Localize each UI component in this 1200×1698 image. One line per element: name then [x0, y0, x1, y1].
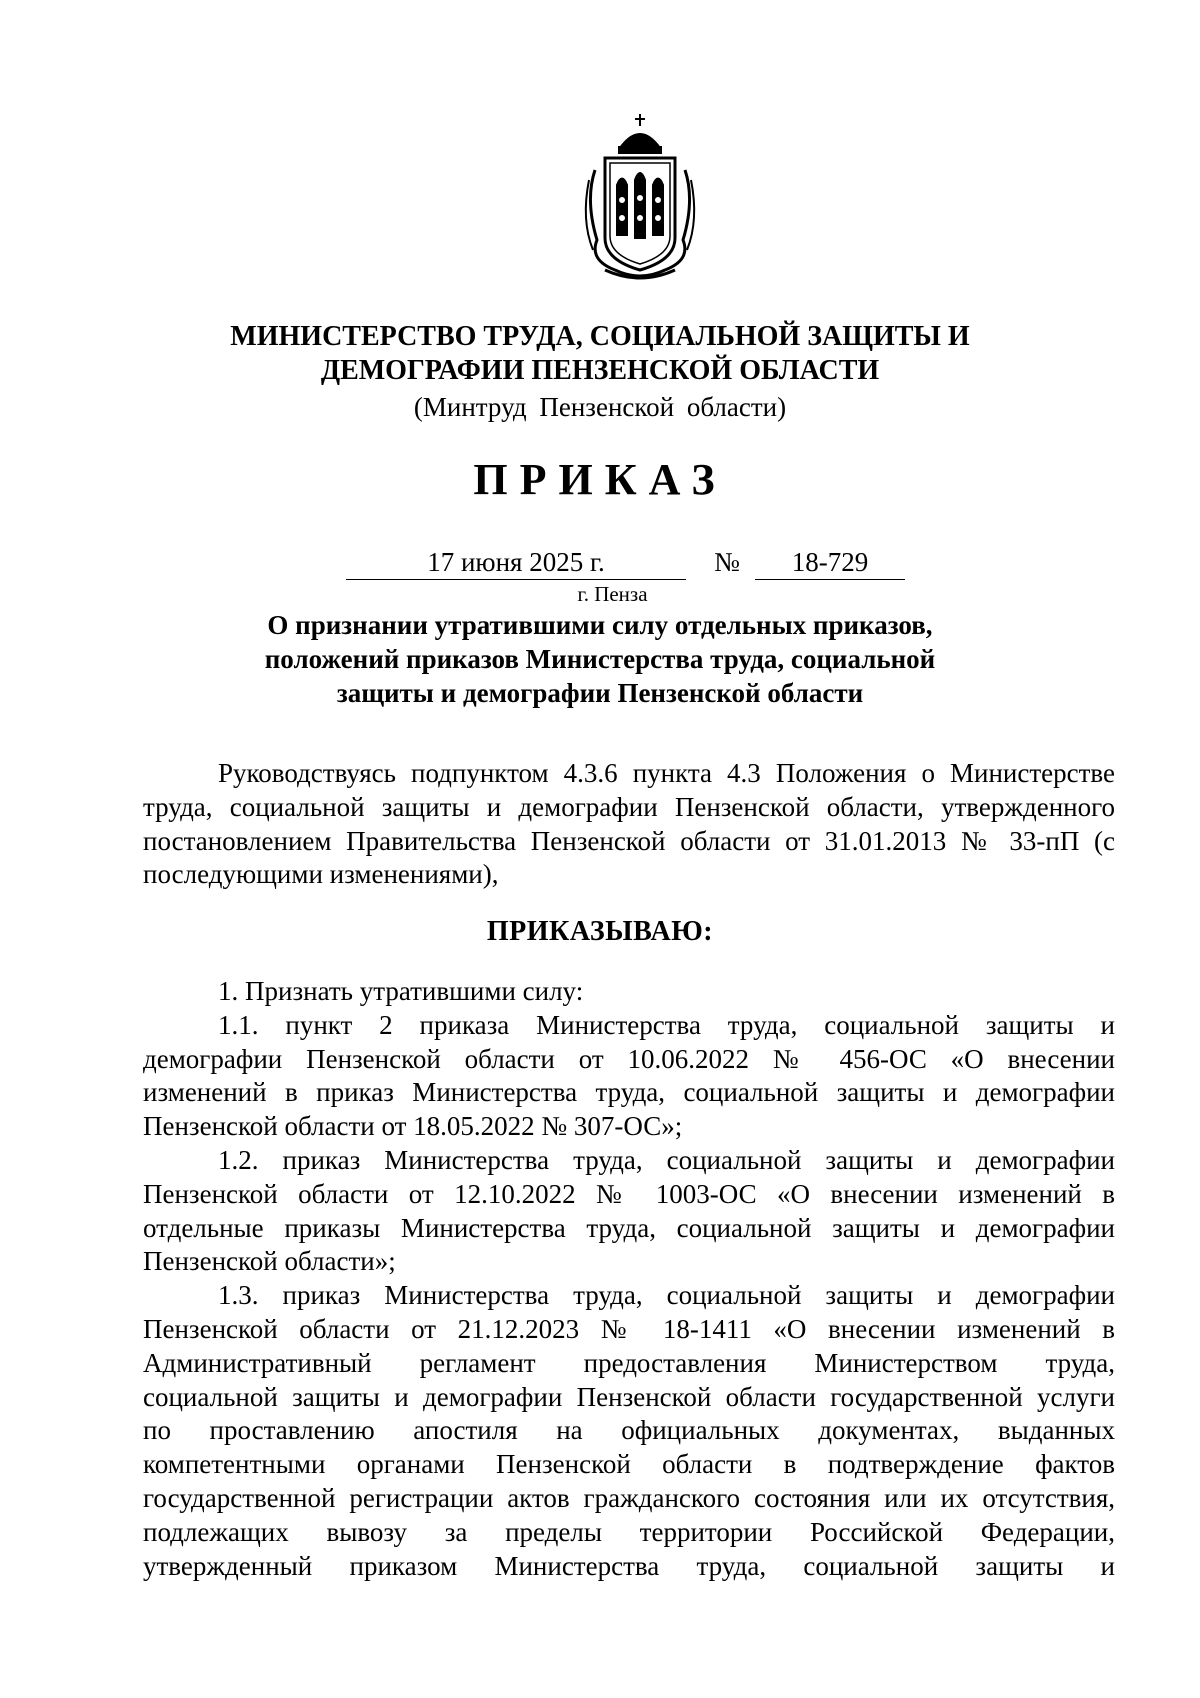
item-1-2-line: 1.2. приказ Министерства труда, социальной защиты и демографии	[218, 1144, 1115, 1175]
item-1-2-line: Пензенской области от 12.10.2022 № 1003-ОС «О внесении изменений в	[143, 1178, 1115, 1209]
item-1-1-line: 1.1. пункт 2 приказа Министерства труда, социальной защиты и	[218, 1009, 1115, 1040]
item-1-3-line: Пензенской области от 21.12.2023 № 18-1411 «О внесении изменений в	[143, 1313, 1115, 1344]
item-1-3-line: утвержденный приказом Министерства труда, социальной защиты и	[143, 1550, 1115, 1581]
item-1-3-line: 1.3. приказ Министерства труда, социальной защиты и демографии	[218, 1280, 1115, 1311]
item-1-3-line: социальной защиты и демографии Пензенской области государственной услуги	[143, 1381, 1115, 1412]
preamble-line: труда, социальной защиты и демографии Пензенской области, утвержденного	[143, 791, 1115, 822]
item-1-2-line: отдельные приказы Министерства труда, социальной защиты и демографии	[143, 1212, 1115, 1243]
ministry-name-line-2: ДЕМОГРАФИИ ПЕНЗЕНСКОЙ ОБЛАСТИ	[320, 355, 880, 386]
ministry-short-name: (Минтруд Пензенской области)	[413, 392, 787, 422]
order-number: 18-729	[755, 545, 905, 580]
preamble-line: последующими изменениями),	[143, 859, 499, 890]
coat-of-arms-emblem	[575, 110, 705, 285]
subject-line: положений приказов Министерства труда, социальной	[264, 644, 936, 674]
subject-line: О признании утратившими силу отдельных приказов,	[267, 610, 933, 640]
item-1-3-line: по проставлению апостиля на официальных документах, выданных	[143, 1415, 1115, 1446]
subject-line: защиты и демографии Пензенской области	[336, 678, 864, 708]
preamble-paragraph	[143, 757, 1115, 892]
item-1-2-line: Пензенской области»;	[143, 1246, 396, 1277]
preamble-line: Руководствуясь подпунктом 4.3.6 пункта 4.3 Положения о Министерстве	[218, 758, 1115, 788]
item-1-3-line: Административный регламент предоставления Министерством труда,	[143, 1347, 1115, 1378]
item-1: 1. Признать утратившими силу:	[218, 976, 584, 1006]
item-1-1-line: изменений в приказ Министерства труда, социальной защиты и демографии	[143, 1077, 1115, 1108]
issue-city: г. Пенза	[577, 582, 648, 606]
document-type-title: ПРИКАЗ	[473, 455, 727, 504]
ministry-name-line-1: МИНИСТЕРСТВО ТРУДА, СОЦИАЛЬНОЙ ЗАЩИТЫ И	[230, 321, 970, 352]
preamble-line: постановлением Правительства Пензенской области от 31.01.2013 № 33-пП (с	[143, 825, 1115, 856]
order-date: 17 июня 2025 г.	[346, 545, 686, 580]
order-directive-heading: ПРИКАЗЫВАЮ:	[486, 916, 714, 947]
item-1-3-line: подлежащих вывозу за пределы территории Российской Федерации,	[143, 1516, 1115, 1547]
item-1-3-line: компетентными органами Пензенской области в подтверждение фактов	[143, 1449, 1115, 1480]
order-items	[143, 975, 1115, 1583]
item-1-1-line: Пензенской области от 18.05.2022 № 307-ОС»;	[143, 1111, 683, 1142]
number-sign: №	[714, 547, 740, 577]
item-1-3-line: государственной регистрации актов гражданского состояния или их отсутствия,	[143, 1482, 1115, 1513]
item-1-1-line: демографии Пензенской области от 10.06.2022 № 456-ОС «О внесении	[143, 1043, 1115, 1074]
